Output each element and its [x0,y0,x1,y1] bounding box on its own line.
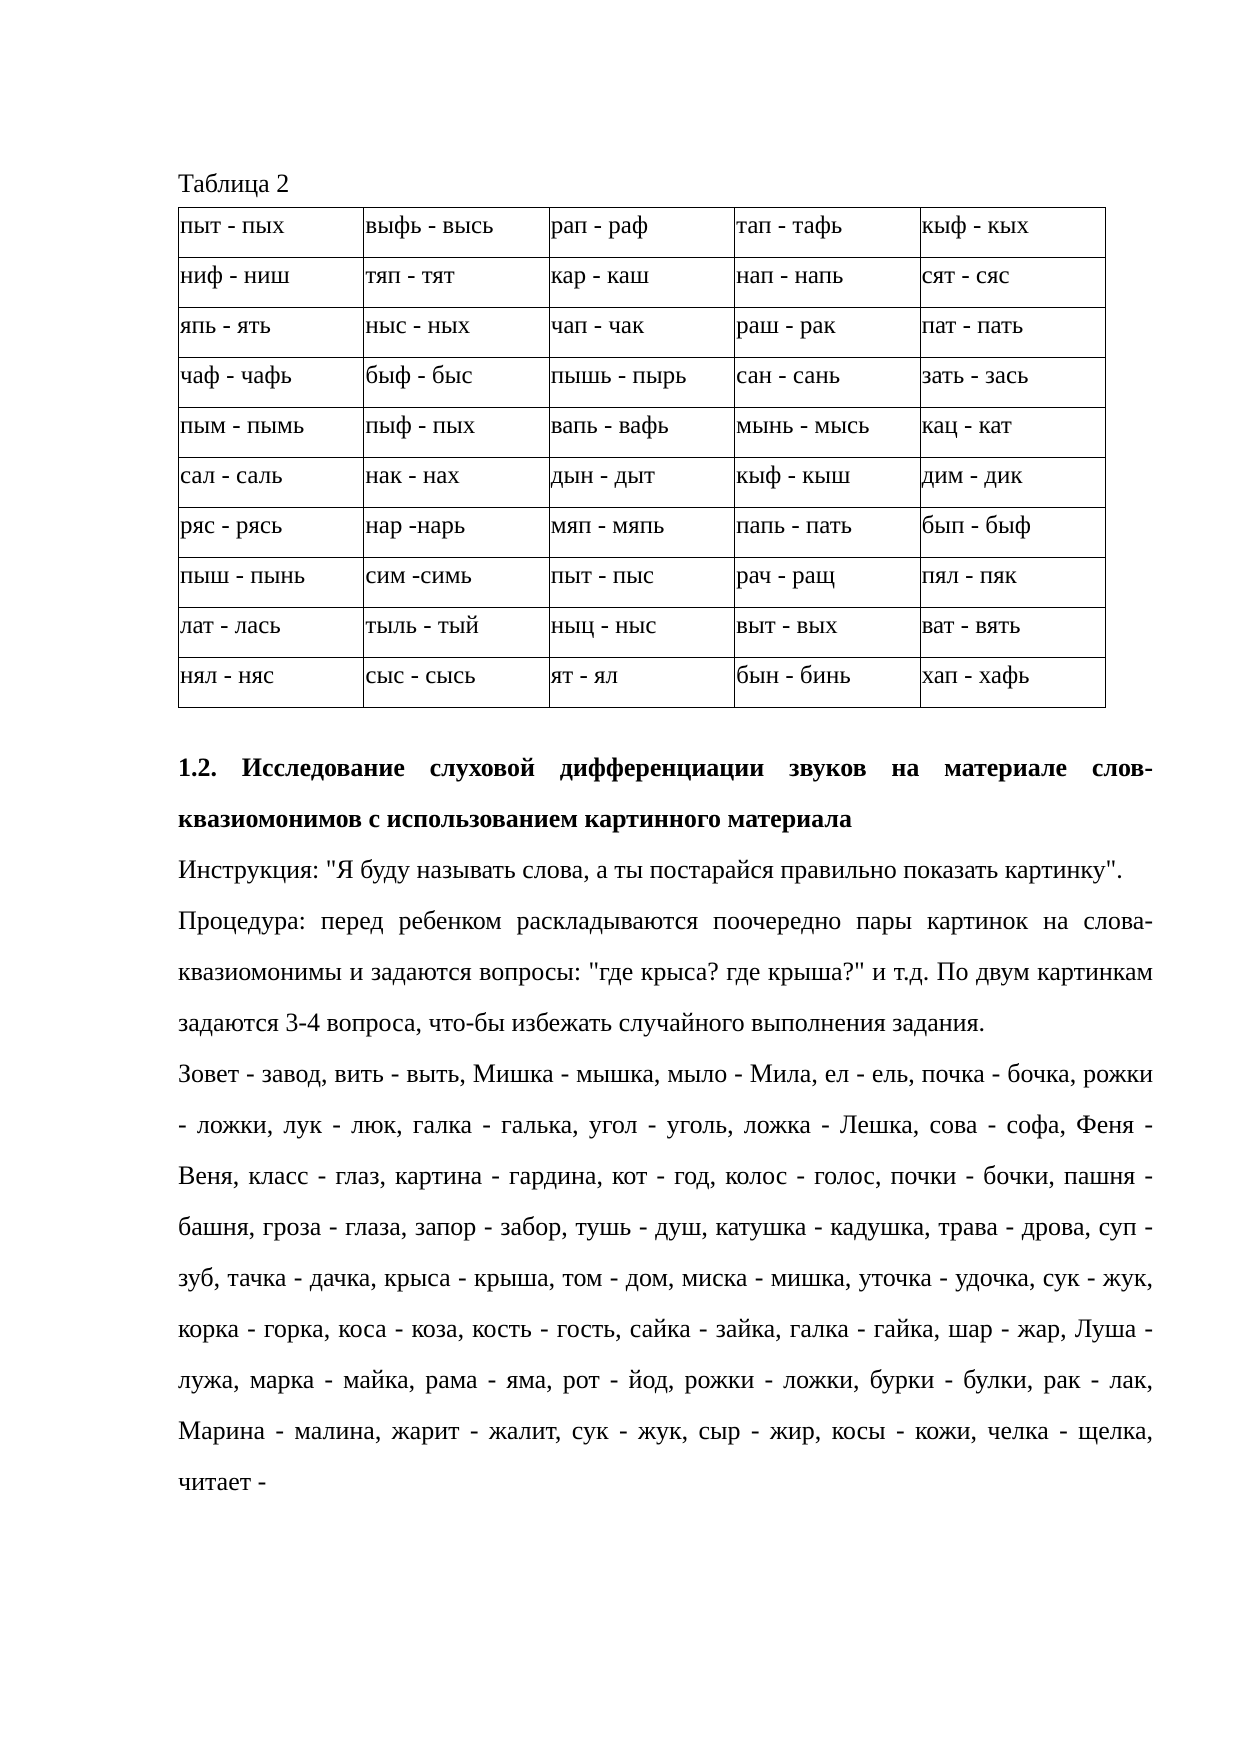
table-row [179,508,1106,558]
document-page [178,165,1153,1507]
table-cell: нап - напь [735,258,920,308]
table-cell: сан - сань [735,358,920,408]
table-row [179,358,1106,408]
table-cell: бып - быф [920,508,1105,558]
table-cell: кыф - кых [920,208,1105,258]
table-cell: ват - вять [920,608,1105,658]
table-cell: пышь - пырь [549,358,734,408]
table-cell: нак - нах [364,458,549,508]
table-cell: вапь - вафь [549,408,734,458]
table-caption: Таблица 2 [178,169,290,198]
table-row [179,608,1106,658]
table-cell: ныс - ных [364,308,549,358]
table-body [179,208,1106,708]
table-cell: быф - быс [364,358,549,408]
table-row [179,258,1106,308]
table-cell: тыль - тый [364,608,549,658]
table-cell: япь - ять [179,308,364,358]
table-cell: дын - дыт [549,458,734,508]
table-cell: зать - зась [920,358,1105,408]
table-row [179,208,1106,258]
procedure-paragraph: Процедура: перед ребенком раскладываются поочередно пары картинок на слова-квазиомонимы и задаются вопросы: "где крыса? где крыша?" и т.д. По двум картинкам задаются 3-4 вопроса, что-бы избежать случайного выполнения задания. [178,906,1153,1037]
table-cell: пыт - пых [179,208,364,258]
table-cell: раш - рак [735,308,920,358]
table-cell: мяп - мяпь [549,508,734,558]
table-cell: рап - раф [549,208,734,258]
table-cell: рач - ращ [735,558,920,608]
table-cell: тяп - тят [364,258,549,308]
table-cell: пыф - пых [364,408,549,458]
table-cell: сят - сяс [920,258,1105,308]
table-cell: пыш - пынь [179,558,364,608]
table-cell: хап - хафь [920,658,1105,708]
table-cell: тап - тафь [735,208,920,258]
table-cell: нял - няс [179,658,364,708]
table-cell: папь - пать [735,508,920,558]
table-cell: дим - дик [920,458,1105,508]
table-cell: кар - каш [549,258,734,308]
table-cell: выфь - высь [364,208,549,258]
table-cell: ныц - ныс [549,608,734,658]
table-cell: ниф - ниш [179,258,364,308]
instruction-paragraph: Инструкция: "Я буду называть слова, а ты постарайся правильно показать картинку". [178,855,1123,884]
table-cell: сал - саль [179,458,364,508]
table-cell: мынь - мысь [735,408,920,458]
table-row [179,458,1106,508]
table-cell: кыф - кыш [735,458,920,508]
table-cell: пял - пяк [920,558,1105,608]
section-heading: 1.2. Исследование слуховой дифференциации звуков на материале слов-квазиомонимов с использованием картинного материала [178,753,1153,833]
table-cell: пым - пымь [179,408,364,458]
table-row [179,308,1106,358]
table-row [179,658,1106,708]
word-pairs-paragraph: Зовет - завод, вить - выть, Мишка - мышка, мыло - Мила, ел - ель, почка - бочка, рожки - ложки, лук - люк, галка - галька, угол - уголь, ложка - Лешка, сова - софа, Феня - Веня, класс - глаз, картина - гардина, кот - год, колос - голос, почки - бочки, пашня - башня, гроза - глаза, запор - забор, тушь - душ, катушка - кадушка, трава - дрова, суп - зуб, тачка - дачка, крыса - крыша, том - дом, миска - мишка, уточка - удочка, сук - жук, корка - горка, коса - коза, кость - гость, сайка - зайка, галка - гайка, шар - жар, Луша - лужа, марка - майка, рама - яма, рот - йод, рожки - ложки, бурки - булки, рак - лак, Марина - малина, жарит - жалит, сук - жук, сыр - жир, косы - кожи, челка - щелка, читает - [178,1059,1153,1496]
table-cell: чаф - чафь [179,358,364,408]
table-cell: сим -симь [364,558,549,608]
table-cell: ряс - рясь [179,508,364,558]
table-cell: бын - бинь [735,658,920,708]
table-row [179,408,1106,458]
table-cell: выт - вых [735,608,920,658]
table-row [179,558,1106,608]
table-cell: лат - лась [179,608,364,658]
table-cell: пат - пать [920,308,1105,358]
table-cell: кац - кат [920,408,1105,458]
table-cell: нар -нарь [364,508,549,558]
table-cell: сыс - сысь [364,658,549,708]
syllable-pairs-table [178,207,1106,708]
table-cell: ят - ял [549,658,734,708]
table-cell: чап - чак [549,308,734,358]
table-cell: пыт - пыс [549,558,734,608]
